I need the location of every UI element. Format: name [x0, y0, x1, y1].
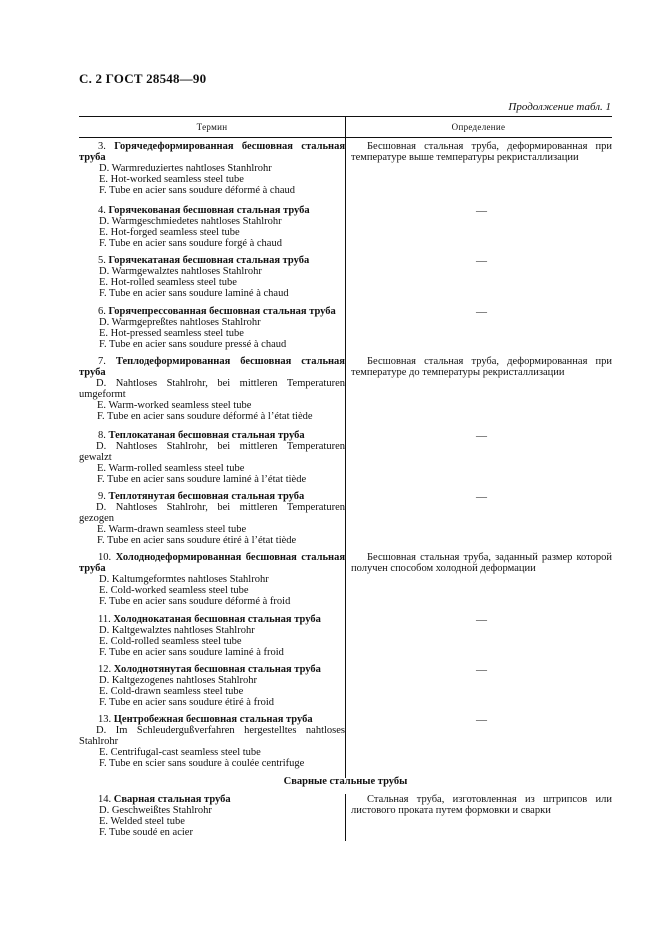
column-header-definition: Определение — [451, 122, 506, 132]
definition-4: — — [476, 205, 487, 217]
page-header: С. 2 ГОСТ 28548—90 — [79, 71, 207, 86]
table-continuation-note: Продолжение табл. 1 — [508, 101, 611, 113]
definition-8: — — [476, 430, 487, 442]
definition-7: Бесшовная стальная труба, деформированная при температуре до температуры рекристаллизации — [351, 356, 612, 378]
term-entry-3: 3. Горячедеформированная бесшовная стальная труба D. Warmreduziertes nahtloses Stanhlrohr E. Hot-worked seamless steel tube F. Tube en acier sans soudure déformé à chaud — [79, 141, 346, 196]
term-entry-13: 13. Центробежная бесшовная стальная труба D. Im Schleudergußverfahren hergestelltes nahtloses Stahlrohr E. Centrifugal-cast seamless steel tube F. Tube en scier sans soudure à coulée centrifuge — [79, 714, 345, 769]
definition-10: Бесшовная стальная труба, заданный размер которой получен способом холодной деформации — [351, 552, 612, 574]
definition-13: — — [476, 714, 487, 726]
definition-6: — — [476, 306, 487, 318]
definition-12: — — [476, 664, 487, 676]
term-entry-14: 14. Сварная стальная труба D. Geschweißtes Stahlrohr E. Welded steel tube F. Tube soudé en acier — [98, 794, 231, 838]
term-entry-7: 7. Теплодеформированная бесшовная стальная труба D. Nahtloses Stahlrohr, bei mittleren Temperaturen umgeformt E. Warm-worked seamless steel tube F. Tube en acier sans soudure déformé à l’état tiède — [79, 356, 345, 422]
definition-3: Бесшовная стальная труба, деформированная при температуре выше температуры рекристаллизации — [351, 141, 612, 163]
definition-5: — — [476, 255, 487, 267]
term-entry-12: 12. Холоднотянутая бесшовная стальная труба D. Kaltgezogenes nahtloses Stahlrohr E. Cold-drawn seamless steel tube F. Tube en acier sans soudure étiré à froid — [98, 664, 321, 708]
term-entry-4: 4. Горячекованая бесшовная стальная труба D. Warmgeschmiedetes nahtloses Stahlrohr E. Hot-forged seamless steel tube F. Tube en acier sans soudure forgé à chaud — [98, 205, 310, 249]
section-heading-welded-tubes: Сварные стальные трубы — [283, 776, 408, 787]
term-entry-10: 10. Холоднодеформированная бесшовная стальная труба D. Kaltumgeformtes nahtloses Stahlrohr E. Cold-worked seamless steel tube F. Tube en acier sans soudure déformé à froid — [79, 552, 345, 607]
definition-9: — — [476, 491, 487, 503]
column-header-term: Термин — [196, 122, 228, 132]
definition-11: — — [476, 614, 487, 626]
definition-14: Стальная труба, изготовленная из штрипсов или листового проката путем формовки и сварки — [351, 794, 612, 816]
term-entry-9: 9. Теплотянутая бесшовная стальная труба D. Nahtloses Stahlrohr, bei mittleren Temperaturen gezogen E. Warm-drawn seamless steel tube F. Tube en acier sans soudure étiré à l’état tiède — [79, 491, 345, 546]
term-entry-8: 8. Теплокатаная бесшовная стальная труба D. Nahtloses Stahlrohr, bei mittleren Temperaturen gewalzt E. Warm-rolled seamless steel tube F. Tube en acier sans soudure laminé à l’état tiède — [79, 430, 345, 485]
term-entry-6: 6. Горячепрессованная бесшовная стальная труба D. Warmgepreßtes nahtloses Stahlrohr E. Hot-pressed seamless steel tube F. Tube en acier sans soudure pressé à chaud — [98, 306, 336, 350]
term-entry-11: 11. Холоднокатаная бесшовная стальная труба D. Kaltgewalztes nahtloses Stahlrohr E. Cold-rolled seamless steel tube F. Tube en acier sans soudure laminé à froid — [98, 614, 321, 658]
term-entry-5: 5. Горячекатаная бесшовная стальная труба D. Warmgewalztes nahtloses Stahlrohr E. Hot-rolled seamless steel tube F. Tube en acier sans soudure laminé à chaud — [98, 255, 310, 299]
